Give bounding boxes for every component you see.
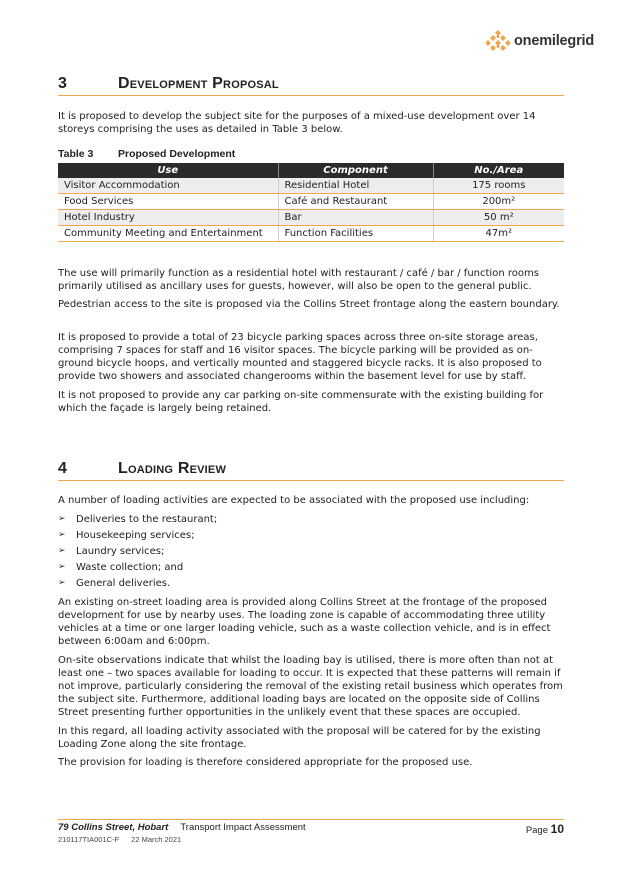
list-item [58, 543, 217, 559]
footer-reference [58, 835, 181, 844]
table-row [58, 210, 564, 226]
list-item-text: Deliveries to the restaurant; [76, 513, 218, 525]
section-number: 3 [58, 75, 67, 92]
list-item [58, 527, 217, 543]
column-header: No./Area [433, 163, 564, 178]
table-cell: 47m² [433, 226, 564, 242]
company-logo [486, 29, 594, 53]
table-cell: 175 rooms [433, 178, 564, 194]
footer-ref: 210117TIA001C-F [58, 835, 120, 844]
bullet-arrow-icon: ➢ [58, 578, 66, 588]
bullet-arrow-icon: ➢ [58, 530, 66, 540]
table-cell: Bar [278, 210, 433, 226]
table-label: Table 3 [58, 148, 94, 160]
section-3-heading [58, 73, 564, 96]
bullet-arrow-icon: ➢ [58, 546, 66, 556]
table-cell: Hotel Industry [58, 210, 278, 226]
page-number [526, 822, 564, 836]
footer-doc-title: Transport Impact Assessment [180, 822, 306, 833]
footer-date: 22 March 2021 [131, 835, 182, 844]
list-item-text: Housekeeping services; [76, 529, 195, 541]
loading-activities-list [58, 511, 217, 591]
column-header: Component [278, 163, 433, 178]
section-title: Development Proposal [118, 75, 279, 92]
table-cell: Visitor Accommodation [58, 178, 278, 194]
section-3-intro: It is proposed to develop the subject site for the purposes of a mixed-use development over 14 storeys comprising the uses as detailed in Table 3 below. [58, 111, 536, 135]
table-cell: Function Facilities [278, 226, 433, 242]
section-title: Loading Review [118, 460, 227, 477]
list-item-text: General deliveries. [76, 577, 171, 589]
section-4-heading [58, 458, 564, 481]
footer-title [58, 822, 306, 833]
section-number: 4 [58, 460, 67, 477]
footer-address: 79 Collins Street, Hobart [58, 822, 169, 833]
section-3-paragraph: It is not proposed to provide any car parking on-site commensurate with the existing building for which the façade is largely being retained. [58, 390, 544, 414]
table-header-row [58, 163, 564, 178]
table-caption [58, 148, 235, 160]
list-item [58, 575, 217, 591]
table-cell: 200m² [433, 194, 564, 210]
section-4-paragraph: The provision for loading is therefore considered appropriate for the proposed use. [58, 757, 473, 768]
section-4-paragraph: In this regard, all loading activity associated with the proposal will be catered for by the existing Loading Zone along the site frontage. [58, 726, 541, 750]
grid-diamond-logo-icon [486, 29, 510, 53]
list-item [58, 559, 217, 575]
column-header: Use [58, 163, 278, 178]
section-4-paragraph: An existing on-street loading area is provided along Collins Street at the frontage of the proposed development for use by nearby uses. The loading zone is capable of accommodating three utility vehicles at a time or one larger loading vehicle, such as a waste collection vehicle, and is in effect between 6:00am and 6:00pm. [58, 597, 551, 647]
page-number-value: 10 [550, 822, 564, 836]
table-cell: Food Services [58, 194, 278, 210]
table-row [58, 226, 564, 242]
table-row [58, 178, 564, 194]
table-cell: 50 m² [433, 210, 564, 226]
page-label: Page [525, 825, 548, 836]
list-item-text: Waste collection; and [76, 561, 184, 573]
table-cell: Café and Restaurant [278, 194, 433, 210]
table-cell: Community Meeting and Entertainment [58, 226, 278, 242]
logo-text: onemilegrid [514, 33, 594, 49]
section-3-paragraph: Pedestrian access to the site is proposed via the Collins Street frontage along the eastern boundary. [58, 299, 560, 310]
table-cell: Residential Hotel [278, 178, 433, 194]
proposed-development-table [58, 163, 564, 242]
bullet-arrow-icon: ➢ [58, 514, 66, 524]
list-item-text: Laundry services; [76, 545, 165, 557]
section-4-intro: A number of loading activities are expected to be associated with the proposed use including: [58, 495, 530, 506]
bullet-arrow-icon: ➢ [58, 562, 66, 572]
table-title: Proposed Development [118, 148, 236, 160]
section-3-paragraph: The use will primarily function as a residential hotel with restaurant / café / bar / function rooms primarily utilised as ancillary uses for guests, however, will also be open to the general public. [58, 268, 539, 292]
section-3-paragraph: It is proposed to provide a total of 23 bicycle parking spaces across three on-site storage areas, comprising 7 spaces for staff and 16 visitor spaces. The bicycle parking will be provided as on-ground bicycle hoops, and vertically mounted and staggered bicycle racks. It is also proposed to provide two showers and associated changerooms within the basement level for use by staff. [58, 332, 542, 382]
list-item [58, 511, 217, 527]
footer-divider [58, 819, 564, 820]
table-row [58, 194, 564, 210]
section-4-paragraph: On-site observations indicate that whilst the loading bay is utilised, there is more often than not at least one – two spaces available for loading to occur. It is expected that these patterns will remain if not improve, particularly considering the removal of the existing retail business which operates from the subject site. Furthermore, additional loading bays are located on the opposite side of Collins Street presenting further opportunities in the unlikely event that these spaces are occupied. [58, 655, 563, 718]
